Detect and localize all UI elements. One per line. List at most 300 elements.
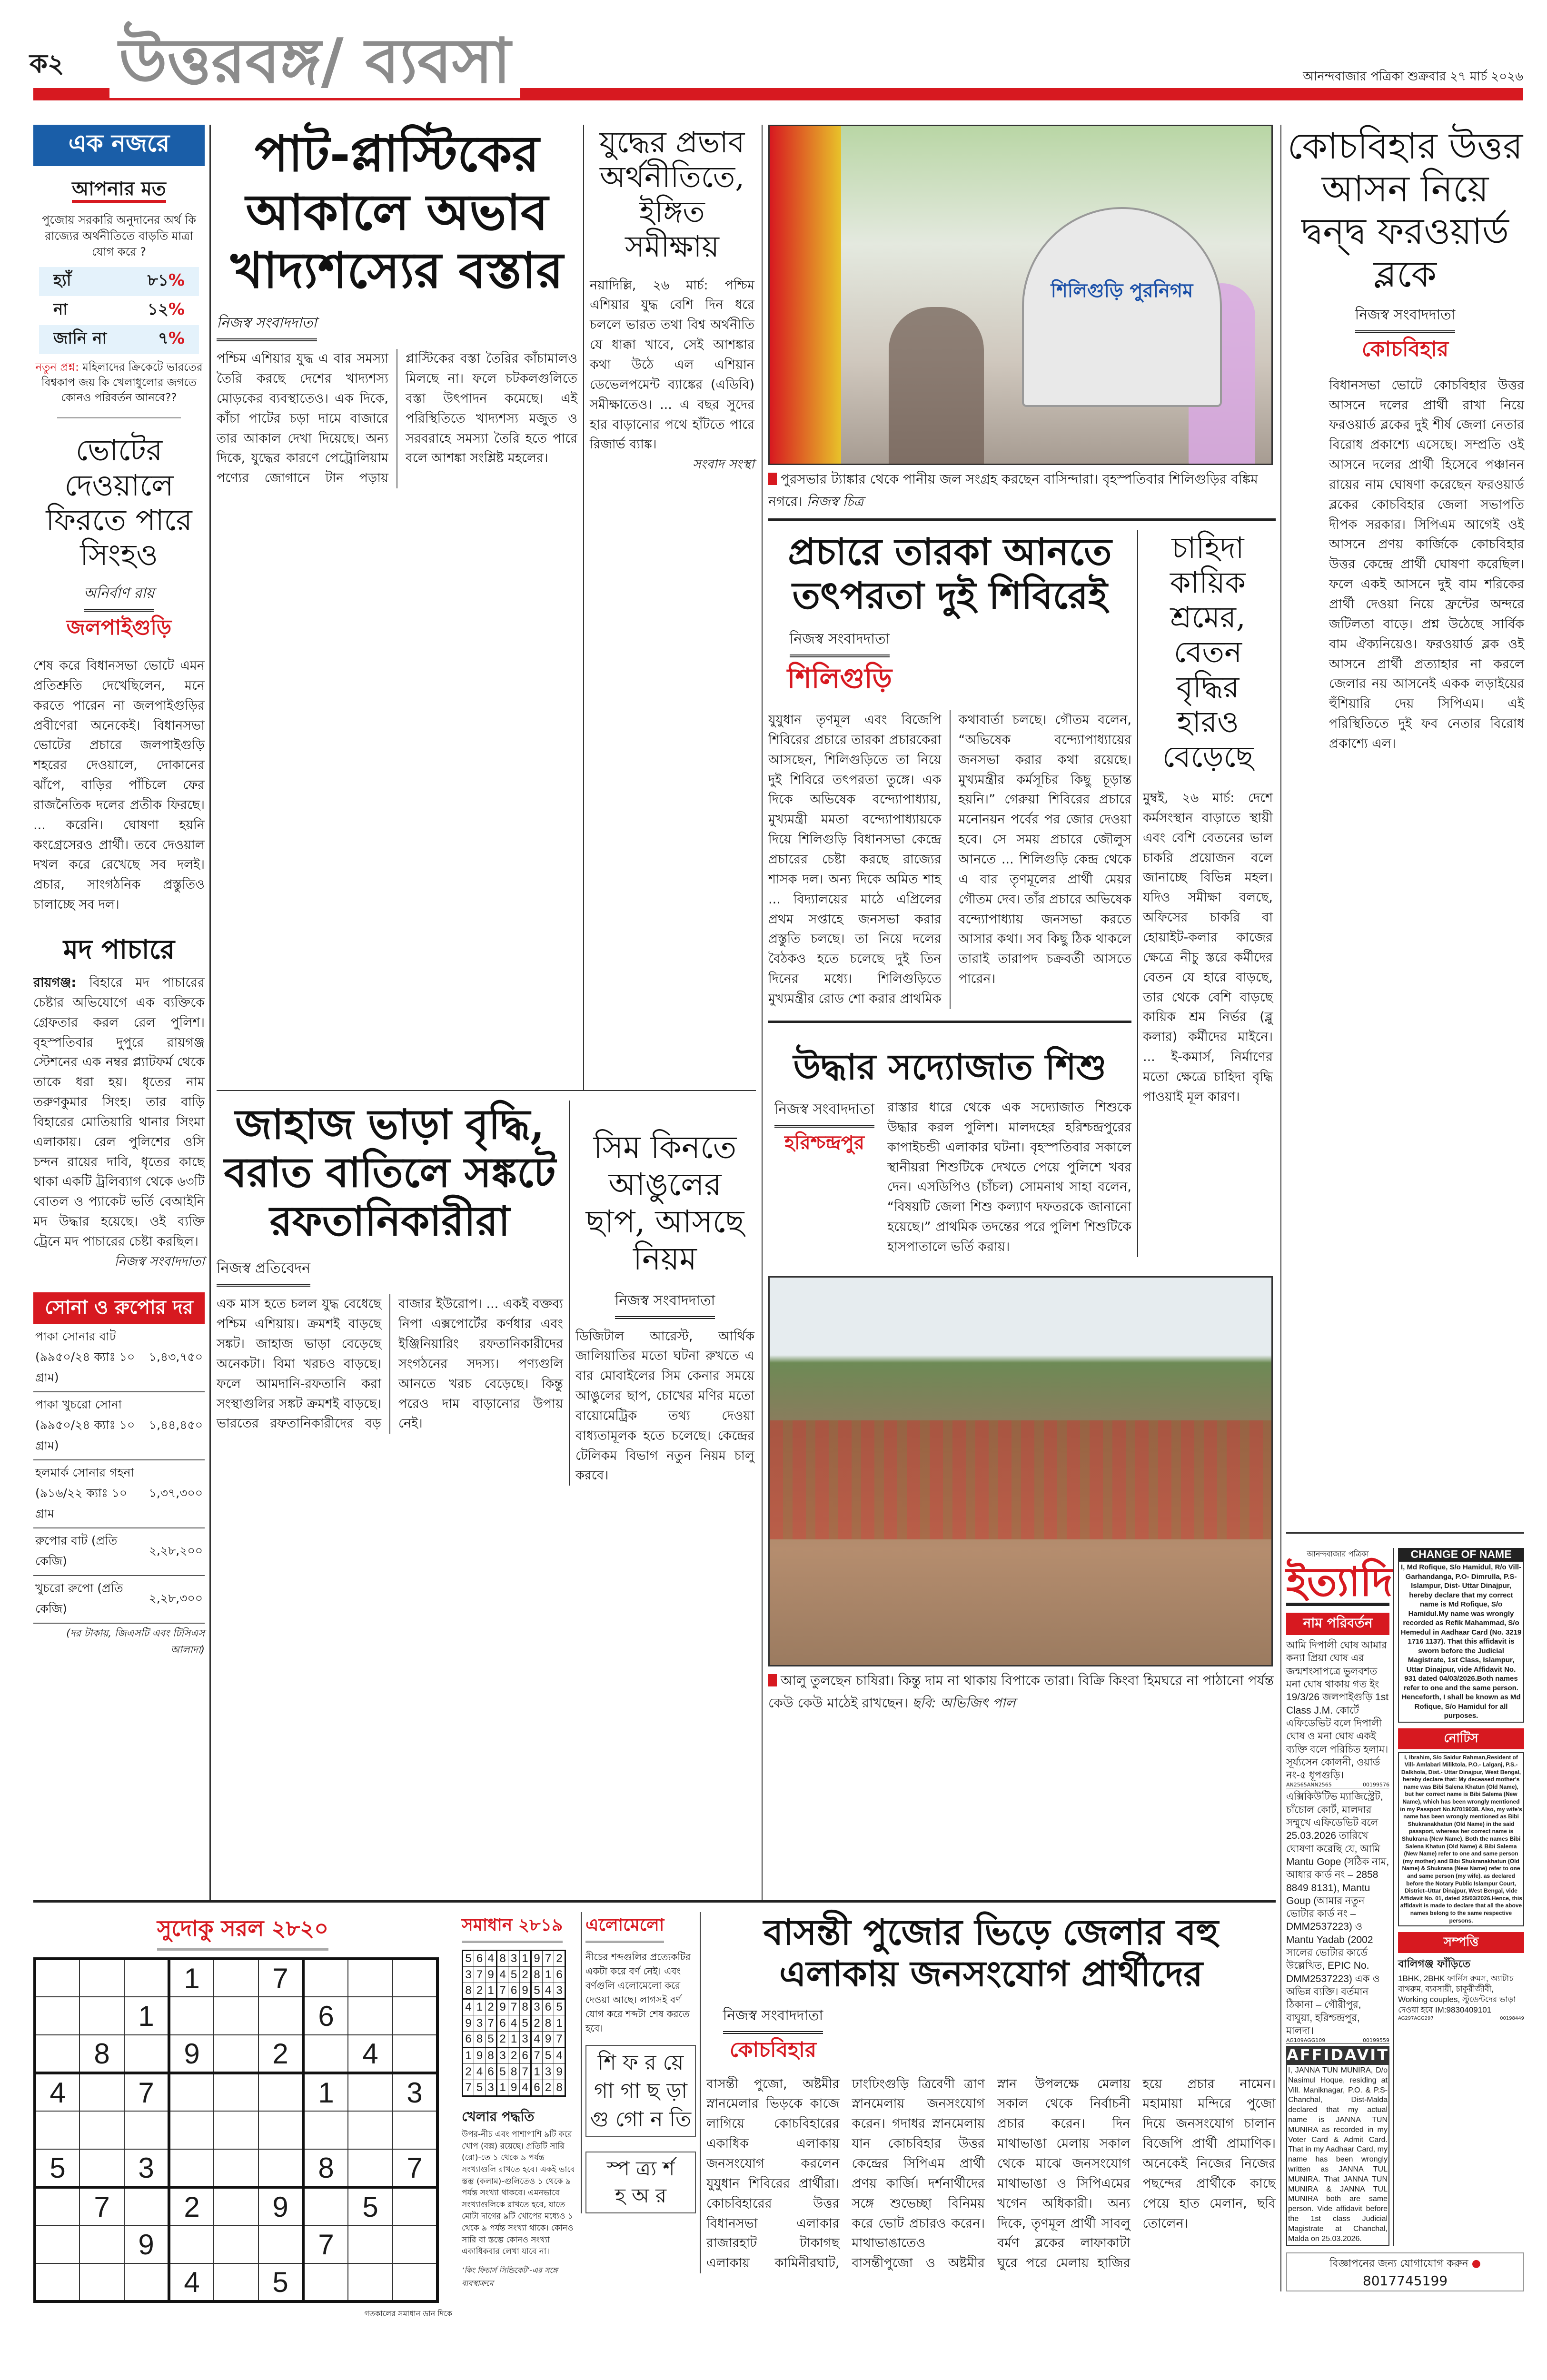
sudoku-cell: 7 bbox=[124, 2073, 169, 2111]
sudoku-cell[interactable] bbox=[35, 1959, 79, 1997]
sudoku-cell: 1 bbox=[169, 1959, 214, 1997]
sudoku-cell[interactable] bbox=[169, 2073, 214, 2111]
solution-cell: 3 bbox=[531, 1999, 543, 2015]
pat-story-byline: নিজস্ব সংবাদদাতা bbox=[217, 311, 317, 341]
photo-potato-field bbox=[768, 1276, 1273, 1666]
solution-cell: 2 bbox=[531, 2015, 543, 2032]
sudoku-cell[interactable] bbox=[35, 2225, 79, 2263]
gold-price: ১,৪৩,৭৫০ bbox=[147, 1324, 205, 1392]
contact-phone[interactable]: 8017745199 bbox=[1362, 2273, 1448, 2289]
ad-num-3: 00198449 bbox=[1500, 2015, 1524, 2021]
left-column bbox=[33, 125, 209, 1900]
sudoku-rules-block bbox=[462, 2106, 576, 2258]
solution-cell: 8 bbox=[463, 1983, 474, 1999]
solution-cell: 3 bbox=[554, 1983, 565, 1999]
page-number: ক২ bbox=[30, 44, 64, 87]
solution-cell: 7 bbox=[474, 1967, 486, 1983]
sudoku-cell[interactable] bbox=[303, 2263, 348, 2301]
name-change-ad-2: এক্সিকিউটিভ ম্যাজিস্ট্রেট, চাঁচোল কোর্ট, মালদার সম্মুখে এফিডেভিট বলে 25.03.2026 তারিখে ঘোষণা করেছি যে, আমি Mantu Gope (সঠিক নাম, আধার কার্ড নং – 2858 8849 8131), Mantu Goup (আমার নতুন ভোটার কার্ড নং – DMM2537223) ও Mantu Yadab (2002 সালের ভোটার কার্ডে উল্লেখিত, EPIC No. DMM2537223) এক ও অভিন্ন ব্যক্তি। বর্তমান ঠিকানা – গৌরীপুর, বাঘুয়া, হরিশ্চন্দ্রপুর, মালদা। bbox=[1286, 1791, 1389, 2036]
solution-cell: 1 bbox=[508, 2032, 520, 2048]
solution-cell: 1 bbox=[486, 1983, 497, 1999]
solution-cell: 5 bbox=[474, 2080, 486, 2096]
sudoku-cell: 2 bbox=[169, 2187, 214, 2225]
poll-option: হ্যাঁ bbox=[53, 270, 71, 290]
ek-nojore-box bbox=[33, 125, 205, 418]
solution-cell: 3 bbox=[474, 2015, 486, 2032]
sudoku-cell[interactable] bbox=[169, 1997, 214, 2035]
solution-cell: 3 bbox=[508, 1951, 520, 1967]
basanti-story-headline: বাসন্তী পুজোর ভিড়ে জেলার বহু এলাকায় জনসংযোগ প্রার্থীদের bbox=[764, 1912, 1219, 1995]
sudoku-cell[interactable] bbox=[124, 2263, 169, 2301]
ad-ref-1 bbox=[1286, 1782, 1389, 1788]
solution-cell: 6 bbox=[508, 1983, 520, 1999]
sudoku-cell[interactable] bbox=[214, 2073, 258, 2111]
sudoku-cell[interactable] bbox=[303, 2111, 348, 2149]
solution-cell: 1 bbox=[554, 2015, 565, 2032]
photo2-caption-text: আলু তুলছেন চাষিরা। কিন্তু দাম না থাকায় বিপাকে তারা। বিক্রি কিংবা হিমঘরে না পাঠানো পর্যন্ত কেউ কেউ মাঠেই রাখছেন। bbox=[768, 1672, 1274, 1711]
solution-cell: 4 bbox=[497, 1967, 508, 1983]
bottom-section bbox=[33, 1900, 1276, 2320]
name-change-ad-1: আমি দিপালী ঘোষ আমার কন্যা প্রিয়া ঘোষ এর জন্মশংসাপত্রে ভুলবশত মনা ঘোষ থাকায় গত ইং 19/3/26 জলপাইগুড়ি 1st Class J.M. কোর্টে এফিডেভিট বলে দিপালী ঘোষ ও মনা ঘোষ একই ব্যক্তি বলে পরিচিত হলাম। সূর্য্যসেন কোলনী, ওয়ার্ড নং-৫ ধূপগুড়ি। bbox=[1286, 1640, 1389, 1781]
mod-story-text: বিহারে মদ পাচারের চেষ্টার অভিযোগে এক ব্যক্তিকে গ্রেফতার করল রেল পুলিশ। বৃহস্পতিবার দুপুরে রায়গঞ্জ স্টেশনের এক নম্বর প্ল্যাটফর্ম থেকে তাকে ধরা হয়। ধৃতের নাম তরুণকুমার সিংহ। তার বাড়ি বিহারের মোতিয়ারি থানার সিংমা এলাকায়। রেল পুলিশের ওসি চন্দন রায়ের দাবি, ধৃতের কাছে থাকা একটি ট্রলিব্যাগ থেকে ৬৩টি বোতল ও প্যাকেট ভর্তি বেআইনি মদ উদ্ধার হয়েছে। ওই ব্যক্তি ট্রেনে মদ পাচারের চেষ্টা করছিল। bbox=[33, 975, 205, 1249]
solution-cell: 2 bbox=[543, 2080, 554, 2096]
solution-cell: 6 bbox=[474, 1951, 486, 1967]
poll-value: ৭% bbox=[158, 328, 185, 348]
dateline: আনন্দবাজার পত্রিকা শুক্রবার ২৭ মার্চ ২০২৬ bbox=[1298, 67, 1523, 88]
poll-question: পুজোয় সরকারি অনুদানের অর্থ কি রাজ্যের অর্থনীতিতে বাড়তি মাত্রা যোগ করে ? bbox=[42, 213, 196, 259]
sudoku-cell[interactable] bbox=[303, 2187, 348, 2225]
classifieds bbox=[1286, 1548, 1524, 2246]
sudoku-cell[interactable] bbox=[214, 2263, 258, 2301]
sudoku-cell[interactable] bbox=[169, 2111, 214, 2149]
solution-cell: 7 bbox=[543, 1951, 554, 1967]
pat-story-headline: পাট-প্লাস্টিকের আকালে অভাব খাদ্যশস্যের বস্তার bbox=[230, 124, 564, 300]
solution-cell: 3 bbox=[497, 2048, 508, 2064]
sudoku-cell[interactable] bbox=[169, 2225, 214, 2263]
sudoku-cell: 4 bbox=[348, 2035, 393, 2073]
ads-brand-logo: ইত্যাদি bbox=[1286, 1561, 1389, 1606]
solution-cell: 5 bbox=[531, 1983, 543, 1999]
labour-story-body: মুম্বই, ২৬ মার্চ: দেশে কর্মসংস্থান বাড়াতে স্থায়ী এবং বেশি বেতনের ভাল চাকরি প্রয়োজন বলে জানাচ্ছে বিভিন্ন মহল। যদিও সমীক্ষা বলছে, অফিসের চাকরি বা হোয়াইট-কলার কাজের ক্ষেত্রে নীচু স্তরে কর্মীদের বেতন যে হারে বাড়ছে, তার থেকে বেশি বাড়ছে কায়িক শ্রম নির্ভর (ব্লু কলার) কর্মীদের মাইনে। ... ই-কমার্স, নির্মাণের মতো ক্ষেত্রে চাহিদা বৃদ্ধি পাওয়াই মূল কারণ। bbox=[1143, 791, 1273, 1104]
sudoku-grid bbox=[33, 1957, 439, 2303]
sudoku-cell[interactable] bbox=[35, 2187, 79, 2225]
sudoku-cell[interactable] bbox=[348, 2111, 393, 2149]
campaign-story-byline: নিজস্ব সংবাদদাতা bbox=[790, 627, 890, 657]
photo2-credit: ছবি: অভিজিৎ পাল bbox=[912, 1695, 1016, 1711]
solution-cell: 9 bbox=[474, 2048, 486, 2064]
poll-row bbox=[39, 325, 199, 354]
gold-item: পাকা খুচরো সোনা (৯৯৫০/২৪ ক্যাঃ ১০ গ্রাম) bbox=[33, 1392, 147, 1460]
tanker-icon bbox=[1022, 207, 1222, 407]
solution-cell: 8 bbox=[474, 2032, 486, 2048]
solution-cell: 6 bbox=[554, 1967, 565, 1983]
campaign-story-place: শিলিগুড়ি bbox=[787, 662, 892, 695]
sudoku-footer-right: ‘কিং ফিচার্স সিন্ডিকেট’-এর সঙ্গে ব্যবস্থাক্রমে bbox=[462, 2266, 558, 2288]
solution-cell: 4 bbox=[531, 2032, 543, 2048]
sim-story bbox=[569, 1101, 754, 1486]
solution-cell: 7 bbox=[520, 2064, 531, 2080]
baby-story-headline: উদ্ধার সদ্যোজাত শিশু bbox=[793, 1046, 1107, 1088]
sudoku-cell: 8 bbox=[79, 2035, 124, 2073]
baby-story-byline: নিজস্ব সংবাদদাতা bbox=[774, 1098, 875, 1128]
solution-cell: 6 bbox=[531, 2080, 543, 2096]
baby-story-content bbox=[768, 1098, 1131, 1257]
affidavit-ad: I, JANNA TUN MUNIRA, D/o Nasimul Hoque, residing at Vill. Maniknagar, P.O. & P.S- Chanchal, Dist-Malda declared that my actual name is JANNA TUN MUNIRA as recorded in my Voter Card & Admit Card. That in my Aadhaar Card, my name has been wrongly written as JANNA TUL MUNIRA. That JANNA TUN MUNIRA & JANNA TUL MUNIRA both are same person. Vide affidavit before the 1st class Judicial Magistrate at Chanchal, Malda on 25.03.2026. bbox=[1286, 2064, 1389, 2246]
sudoku-cell[interactable] bbox=[124, 2187, 169, 2225]
poll-option: না bbox=[53, 299, 68, 319]
property-ad: 1BHK, 2BHK ফার্নিস রুমস, অ্যাটাচ বাথরুম, ব্যবসায়ী, চাকুরীজীবী, Working couples, স্টুডেন্টদের ভাড়া দেওয়া হবে IM:9830409101 bbox=[1398, 1974, 1516, 2015]
vote-story-byline: অনির্বাণ রায় bbox=[84, 582, 154, 612]
sudoku-cell[interactable] bbox=[393, 1959, 437, 1997]
solution-cell: 9 bbox=[486, 1967, 497, 1983]
sudoku-cell[interactable] bbox=[393, 2187, 437, 2225]
sudoku-cell[interactable] bbox=[35, 2035, 79, 2073]
sudoku-title: সুদোকু সরল ২৮২০ bbox=[157, 1912, 328, 1951]
sudoku-cell: 1 bbox=[124, 1997, 169, 2035]
sudoku-cell[interactable] bbox=[79, 2073, 124, 2111]
mod-story-place: রায়গঞ্জ: bbox=[33, 975, 77, 991]
gold-rates-note: (দর টাকায়, জিএসটি এবং টিসিএস আলাদা) bbox=[66, 1627, 205, 1656]
gold-price: ২,২৮,২০০ bbox=[147, 1528, 205, 1576]
gold-rates-box bbox=[33, 1292, 205, 1659]
gold-rates-table bbox=[33, 1324, 205, 1624]
sudoku-cell: 9 bbox=[258, 2187, 303, 2225]
basanti-story bbox=[700, 1912, 1276, 2273]
sudoku-cell[interactable] bbox=[79, 1997, 124, 2035]
solution-cell: 6 bbox=[497, 2015, 508, 2032]
poll-results bbox=[33, 267, 205, 354]
elomelo-block bbox=[581, 1912, 700, 2213]
sudoku-cell[interactable] bbox=[258, 2073, 303, 2111]
solution-cell: 5 bbox=[520, 2015, 531, 2032]
lower-stories-row bbox=[217, 1101, 756, 1486]
war-story-body: নয়াদিল্লি, ২৬ মার্চ: পশ্চিম এশিয়ার যুদ্ধ বেশি দিন ধরে চললে ভারত তথা বিশ্ব অর্থনীতি যে ধাক্কা খাবে, সেই আশঙ্কার কথা উঠে এল এশিয়ান ডেভেলপমেন্ট ব্যাঙ্কের (এডিবি) সমীক্ষাতেও। ... এ বছর সুদের হার বাড়ানোর পথে হাঁটতে পারে রিজার্ভ ব্যাঙ্ক। bbox=[590, 278, 754, 452]
gold-price: ১,৪৪,৪৫০ bbox=[147, 1392, 205, 1460]
poll-option: জানি না bbox=[53, 328, 107, 348]
classifieds-right bbox=[1393, 1548, 1524, 2246]
solution-cell: 7 bbox=[508, 1999, 520, 2015]
solution-cell: 2 bbox=[486, 1999, 497, 2015]
elomelo-puzzle-1 bbox=[585, 2045, 696, 2137]
solution-cell: 7 bbox=[497, 1983, 508, 1999]
elomelo-instructions: নীচের শব্দগুলির প্রত্যেকটির একটা করে বর্ণ নেই। এবং বর্ণগুলি এলোমেলো করে দেওয়া আছে। লাগসই বর্ণ যোগ করে শব্দটা শেষ করতে হবে। bbox=[585, 1951, 691, 2034]
notice-title: নোটিস bbox=[1398, 1728, 1524, 1749]
poll-row bbox=[39, 267, 199, 296]
ship-story bbox=[217, 1101, 569, 1486]
new-question bbox=[33, 360, 205, 406]
solution-cell: 9 bbox=[543, 2032, 554, 2048]
ship-story-headline: জাহাজ ভাড়া বৃদ্ধি, বরাত বাতিলে সঙ্কটে রফতানিকারীরা bbox=[224, 1101, 556, 1245]
sudoku-solution-grid bbox=[462, 1950, 566, 2097]
baby-story-body: রাস্তার ধারে থেকে এক সদ্যোজাত শিশুকে উদ্ধার করল পুলিশ। মালদহের হরিশ্চন্দ্রপুরের কাপাইচন্ডী এলাকার ঘটনা। বৃহস্পতিবার সকালে স্থানীয়রা শিশুটিকে দেখতে পেয়ে পুলিশে খবর দেন। এসডিপিও (চাঁচল) সোমনাথ সাহা বলেন, “বিষয়টি জেলা শিশু কল্যাণ দফতরকে জানানো হয়েছে।” প্রাথমিক তদন্তের পরে পুলিশ শিশুটিকে হাসপাতালে ভর্তি করায়। bbox=[887, 1100, 1131, 1254]
sudoku-cell[interactable] bbox=[393, 2111, 437, 2149]
solution-cell: 9 bbox=[531, 1951, 543, 1967]
sudoku-cell: 5 bbox=[258, 2263, 303, 2301]
sudoku-cell[interactable] bbox=[393, 1997, 437, 2035]
sudoku-cell[interactable] bbox=[258, 2111, 303, 2149]
solution-cell: 4 bbox=[554, 2048, 565, 2064]
campaign-story-body bbox=[768, 710, 1131, 1009]
sudoku-cell: 6 bbox=[303, 1997, 348, 2035]
solution-cell: 5 bbox=[543, 2048, 554, 2064]
main-area bbox=[33, 125, 1276, 2320]
sudoku-cell: 5 bbox=[35, 2149, 79, 2187]
ship-story-byline: নিজস্ব প্রতিবেদন bbox=[217, 1257, 310, 1287]
solution-cell: 2 bbox=[520, 1967, 531, 1983]
ad-code-2: AG109AGG109 bbox=[1286, 2037, 1326, 2044]
sudoku-cell: 7 bbox=[258, 1959, 303, 1997]
photo-water-tanker bbox=[768, 125, 1273, 465]
cooch-story-place: কোচবিহার bbox=[1361, 337, 1449, 361]
solution-cell: 4 bbox=[486, 1951, 497, 1967]
section-title: উত্তরবঙ্গ/ ব্যবসা bbox=[109, 24, 520, 98]
sudoku-cell[interactable] bbox=[393, 2263, 437, 2301]
ad-ref-2 bbox=[1286, 2037, 1389, 2044]
gold-rate-row bbox=[33, 1392, 205, 1460]
solution-cell: 5 bbox=[486, 2032, 497, 2048]
sudoku-cell[interactable] bbox=[348, 2073, 393, 2111]
change-of-name-ad: I, Md Rofique, S/o Hamidul, R/o Vill- Garhandanga, P.O- Dimrulla, P.S- Islampur, Dist- Uttar Dinajpur, hereby declare that my correct name is Md Rofique, S/o Hamidul.My name was wrongly recorded as Refik Mahammad, S/o Hemedul in Aadhaar Card (No. 3219 1716 1137). That this affidavit is sworn before the Judicial Magistrate, 1st Class, Islampur, Uttar Dinajpur, vide Affidavit No. 931 dated 04/03/2026.Both names refer to one and the same person. Henceforth, I shall be known as Md Rofique, S/o Hamidul for all purposes. bbox=[1398, 1561, 1524, 1723]
sudoku-cell: 3 bbox=[393, 2073, 437, 2111]
solution-cell: 5 bbox=[554, 1999, 565, 2015]
solution-cell: 7 bbox=[531, 2048, 543, 2064]
sim-story-byline: নিজস্ব সংবাদদাতা bbox=[615, 1289, 715, 1319]
ad-code-1: AN2565ANN2565 bbox=[1286, 1782, 1332, 1788]
campaign-story-headline: প্রচারে তারকা আনতে তৎপরতা দুই শিবিরেই bbox=[788, 530, 1112, 618]
gold-price: ১,৩৭,৩০০ bbox=[147, 1460, 205, 1528]
solution-cell: 8 bbox=[543, 2015, 554, 2032]
sudoku-cell: 7 bbox=[303, 2225, 348, 2263]
solution-cell: 8 bbox=[508, 2064, 520, 2080]
solution-cell: 1 bbox=[520, 1951, 531, 1967]
campaign-baby-column bbox=[768, 530, 1137, 1257]
war-story-credit: সংবাদ সংস্থা bbox=[692, 457, 754, 472]
change-of-name-title: CHANGE OF NAME bbox=[1398, 1548, 1524, 1561]
pat-story-body: পশ্চিম এশিয়ার যুদ্ধ এ বার সমস্যা তৈরি করছে দেশের খাদ্যশস্য মোড়কের ব্যবস্থাতেও। এক দিকে, কাঁচা পাটের চড়া দামে বাজারে তার আকাল দেখা দিয়েছে। অন্য দিকে, যুদ্ধের কারণে পেট্রোলিয়াম পণ্যের জোগানে টান পড়ায় প্লাস্টিকের বস্তা তৈরির কাঁচামালও মিলছে না। ফলে চটকলগুলিতে বস্তা উৎপাদন কমেছে। এই পরিস্থিতিতে খাদ্যশস্য মজুত ও সরবরাহে সমস্যা তৈরি হতে পারে বলে আশঙ্কা সংশ্লিষ্ট মহলের। bbox=[217, 351, 577, 486]
page-body bbox=[33, 125, 1523, 2320]
solution-cell: 1 bbox=[474, 1999, 486, 2015]
solution-cell: 3 bbox=[486, 2080, 497, 2096]
solution-cell: 9 bbox=[497, 1999, 508, 2015]
basanti-story-body bbox=[706, 2074, 1276, 2273]
sudoku-cell: 2 bbox=[258, 2035, 303, 2073]
labour-story bbox=[1137, 530, 1273, 1257]
sim-story-body: ডিজিটাল আরেস্ট, আর্থিক জালিয়াতির মতো ঘটনা রুখতে এ বার মোবাইলের সিম কেনার সময়ে আঙুলের ছাপ, চোখের মণির মতো বায়োমেট্রিক তথ্য দেওয়া বাধ্যতামূলক হতে চলেছে। কেন্দ্রের টেলিকম বিভাগ নতুন নিয়ম চালু করবে। bbox=[575, 1329, 754, 1483]
vote-story-place: জলপাইগুড়ি bbox=[66, 615, 172, 640]
affidavit-title: AFFIDAVIT bbox=[1286, 2046, 1389, 2064]
elomelo-line: স্প ত্র্য র্শ bbox=[606, 2157, 675, 2181]
elomelo-puzzle-2 bbox=[585, 2152, 696, 2213]
ad-num-2: 00199559 bbox=[1363, 2037, 1389, 2044]
solution-cell: 6 bbox=[520, 2048, 531, 2064]
ek-nojore-title: এক নজরে bbox=[33, 125, 205, 166]
sudoku-cell[interactable] bbox=[393, 2035, 437, 2073]
sudoku-block bbox=[33, 1912, 452, 2320]
sudoku-cell[interactable] bbox=[35, 1997, 79, 2035]
notice-ad: I, Ibrahim, S/o Saidur Rahman,Resident of Vill- Amlabari Miliktola, P.O.- Lalganj, P.S.- Dalkhola, Dist.- Uttar Dinajpur, West Bengal, hereby declare that: My deceased mother's name was Bibi Salena Khatun (Old Name), but her correct name is Bibi Salema (New Name), which has been wrongly mentioned in my Passport No.N7019038. Also, my wife's name has been wrongly mentioned as Bibi Shukranakhatun (Old Name) in the said passport, whereas her correct name is Shukrana (New Name). Both the names Bibi Salena Khatun (Old Name) & Bibi Salema (New Name) refer to one and same person (my mother) and Bibi Shukranakhatun (Old Name) & Shukrana (New Name) refer to one and same person (my wife). as declared before the Notary Public Islampur Court, District–Uttar Dinajpur, West Bengal, vide Affidavit No. 01, dated 25/03/2026.Hence, this affidavit is made to declare that all the above names belong to the same respective persons. bbox=[1398, 1752, 1524, 1927]
labour-story-headline: চাহিদা কায়িক শ্রমের, বেতন বৃদ্ধির হারও বেড়েছে bbox=[1162, 530, 1254, 774]
solution-cell: 7 bbox=[463, 2080, 474, 2096]
sudoku-cell[interactable] bbox=[214, 2187, 258, 2225]
sudoku-cell[interactable] bbox=[214, 2035, 258, 2073]
right-column bbox=[1280, 125, 1524, 2291]
sudoku-cell: 7 bbox=[393, 2149, 437, 2187]
solution-cell: 1 bbox=[531, 2064, 543, 2080]
sudoku-cell[interactable] bbox=[35, 2111, 79, 2149]
sudoku-cell[interactable] bbox=[214, 2149, 258, 2187]
solution-cell: 8 bbox=[554, 2080, 565, 2096]
sudoku-cell[interactable] bbox=[214, 2111, 258, 2149]
sudoku-cell[interactable] bbox=[214, 2225, 258, 2263]
basanti-story-text: বাসন্তী পুজো, অষ্টমীর স্নানমেলার ভিড়কে কাজে লাগিয়ে কোচবিহারের একাধিক এলাকায় জনসংযোগ করলেন যুযুধান শিবিরের প্রার্থীরা। কোচবিহারের উত্তর বিধানসভা এলাকার রাজারহাট টাকাগছ এলাকায় কামিনীরঘাট, ঢাংঢিংগুড়ি ত্রিবেণী ত্রাণ স্নানমেলায় জনসংযোগ করেন। গদাধর স্নানমেলায় যান কোচবিহার উত্তর কেন্দ্রের সিপিএম প্রার্থী প্রণয় কার্জি। দর্শনার্থীদের সঙ্গে শুভেচ্ছা বিনিময় করে ভোট প্রচারও করেন। মাথাভাঙাতেও বাসন্তীপুজো ও অষ্টমীর স্নান উপলক্ষে মেলায় সকাল থেকে নির্বাচনী প্রচার করেন। দিন মাথাভাঙা মেলায় সকাল থেকে মাঝে জনসংযোগ মাথাভাঙা ও সিপিএমের খগেন অধিকারী। অন্য দিকে, তৃণমূল প্রার্থী সাবলু বর্মণ ব্লকের লাফাকাটা ঘুরে পরে মেলায় হাজির হয়ে প্রচার নামেন। মহামায়া মন্দিরে পুজো দিয়ে জনসংযোগ চালান বিজেপি প্রার্থী প্রামাণিক। অনেকেই নিজের নিজের পছন্দের প্রার্থীকে কাছে পেয়ে হাত মেলান, ছবি তোলেন। bbox=[706, 2076, 1276, 2271]
solution-cell: 7 bbox=[486, 2015, 497, 2032]
solution-cell: 1 bbox=[497, 2080, 508, 2096]
sudoku-cell[interactable] bbox=[79, 2111, 124, 2149]
sudoku-cell[interactable] bbox=[169, 2149, 214, 2187]
sudoku-footer-left: গতকালের সমাধান ডান দিকে bbox=[364, 2309, 452, 2318]
solution-cell: 3 bbox=[543, 2064, 554, 2080]
sudoku-cell[interactable] bbox=[124, 1959, 169, 1997]
sudoku-cell[interactable] bbox=[79, 1959, 124, 1997]
gold-price: ২,২৮,৩০০ bbox=[147, 1576, 205, 1623]
gold-rates-title: সোনা ও রুপোর দর bbox=[33, 1292, 205, 1324]
solution-cell: 2 bbox=[554, 1951, 565, 1967]
cooch-story-headline: কোচবিহার উত্তর আসন নিয়ে দ্বন্দ্ব ফরওয়ার্ড ব্লকে bbox=[1287, 125, 1523, 296]
sudoku-cell[interactable] bbox=[258, 1997, 303, 2035]
solution-cell: 5 bbox=[497, 2064, 508, 2080]
vote-story-headline: ভোটের দেওয়ালে ফিরতে পারে সিংহও bbox=[46, 433, 192, 572]
ship-story-body: এক মাস হতে চলল যুদ্ধ বেধেছে পশ্চিম এশিয়ায়। ক্রমশই বাড়ছে সঙ্কট। জাহাজ ভাড়া বেড়েছে অনেকটা। বিমা খরচও বাড়ছে। ফলে আমদানি-রফতানি করা সংস্থাগুলির সঙ্কট ক্রমশই বাড়ছে। ভারতের রফতানিকারীদের বড় বাজার ইউরোপ। ... একই বক্তব্য নিপা এক্সপোর্টের কর্ণধার এবং ইঞ্জিনিয়ারিং রফতানিকারীদের সংগঠনের সদস্য। পণ্যগুলি আনতে খরচ বেড়েছে। কিন্তু পরেও দাম বাড়ানোর উপায় নেই। bbox=[217, 1297, 563, 1431]
solution-cell: 9 bbox=[554, 2064, 565, 2080]
gold-rate-row bbox=[33, 1460, 205, 1528]
new-question-text: মহিলাদের ক্রিকেটে ভারতের বিশ্বকাপ জয় কি খেলাধুলোর জগতে কোনও পরিবর্তন আনবে?? bbox=[41, 361, 203, 405]
ads-brand-small: আনন্দবাজার পত্রিকা bbox=[1307, 1549, 1369, 1558]
sudoku-cell[interactable] bbox=[303, 1959, 348, 1997]
solution-cell: 4 bbox=[474, 2064, 486, 2080]
sudoku-cell[interactable] bbox=[258, 2149, 303, 2187]
photo1-caption bbox=[768, 465, 1276, 521]
sudoku-cell[interactable] bbox=[393, 2225, 437, 2263]
gold-rate-row bbox=[33, 1528, 205, 1576]
gold-rate-row bbox=[33, 1576, 205, 1623]
vote-story-byline-block bbox=[33, 582, 205, 646]
sudoku-cell: 4 bbox=[169, 2263, 214, 2301]
sudoku-cell: 9 bbox=[169, 2035, 214, 2073]
solution-cell: 2 bbox=[463, 2064, 474, 2080]
solution-cell: 8 bbox=[520, 1999, 531, 2015]
ad-ref-3 bbox=[1398, 2016, 1524, 2021]
sudoku-cell[interactable] bbox=[258, 2225, 303, 2263]
elomelo-line: শি ফ র য়ে bbox=[597, 2051, 684, 2075]
sudoku-cell[interactable] bbox=[214, 1959, 258, 1997]
elomelo-line: হ অ র bbox=[615, 2183, 667, 2207]
sudoku-cell[interactable] bbox=[348, 1997, 393, 2035]
solution-cell: 4 bbox=[520, 2080, 531, 2096]
campaign-labour-row bbox=[768, 530, 1276, 1257]
photo1-caption-text: পুরসভার ট্যাঙ্কার থেকে পানীয় জল সংগ্রহ করছেন বাসিন্দারা। বৃহস্পতিবার শিলিগুড়ির বঙ্কিম নগরে। bbox=[768, 471, 1258, 509]
sudoku-cell: 5 bbox=[348, 2187, 393, 2225]
solution-cell: 9 bbox=[520, 1983, 531, 1999]
sudoku-cell[interactable] bbox=[79, 2149, 124, 2187]
solution-cell: 3 bbox=[463, 1967, 474, 1983]
sudoku-cell[interactable] bbox=[214, 1997, 258, 2035]
bullet-icon: ● bbox=[1471, 2258, 1481, 2270]
solution-cell: 2 bbox=[474, 1983, 486, 1999]
basanti-story-byline: নিজস্ব সংবাদদাতা bbox=[723, 2004, 823, 2034]
poll-value: ৮১% bbox=[147, 270, 185, 290]
property-head: বালিগঞ্জ ফাঁড়িতে bbox=[1398, 1958, 1470, 1971]
ad-code-3: AG297AGG297 bbox=[1398, 2015, 1434, 2021]
solution-cell: 8 bbox=[531, 1967, 543, 1983]
center-right-column bbox=[762, 125, 1276, 1900]
sudoku-cell[interactable] bbox=[79, 2263, 124, 2301]
mod-story-body bbox=[33, 973, 205, 1252]
solution-cell: 5 bbox=[463, 1951, 474, 1967]
solution-cell: 8 bbox=[497, 1951, 508, 1967]
solution-cell: 1 bbox=[463, 2048, 474, 2064]
sudoku-cell[interactable] bbox=[348, 1959, 393, 1997]
solution-cell: 6 bbox=[543, 1999, 554, 2015]
campaign-story-text: যুযুধান তৃণমূল এবং বিজেপি শিবিরের প্রচারে তারকা প্রচারকেরা আসছেন, শিলিগুড়িতে তা নিয়ে দুই শিবিরে তৎপরতা তুঙ্গে। এক দিকে অভিষেক বন্দ্যোপাধ্যায়, মুখ্যমন্ত্রী মমতা বন্দ্যোপাধ্যায়কে দিয়ে শিলিগুড়ি বিধানসভা কেন্দ্রে প্রচারের চেষ্টা করছে রাজ্যের শাসক দল। অন্য দিকে অমিত শাহ ... বিদ্যালয়ের মাঠে এপ্রিলের প্রথম সপ্তাহে জনসভা করার প্রস্তুতি চলছে। তা নিয়ে দলের বৈঠকও হতে চলেছে দুই তিন দিনের মধ্যে। শিলিগুড়িতে মুখ্যমন্ত্রীর রোড শো করার প্রাথমিক কথাবার্তা চলছে। গৌতম বলেন, “অভিষেক বন্দ্যোপাধ্যায়ের জনসভা করার কথা রয়েছে। মুখ্যমন্ত্রীর কর্মসূচির কিছু চূড়ান্ত হয়নি।” গেরুয়া শিবিরের প্রচারে মনোনয়ন পর্বের পর জোর দেওয়া হবে। সে সময় প্রচারে জৌলুস আনতে ... শিলিগুড়ি কেন্দ্র থেকে এ বার তৃণমূলের প্রার্থী মেয়র গৌতম দেব। তাঁর প্রচারে অভিষেক বন্দ্যোপাধ্যায় জনসভা করতে আসার কথা। সব কিছু ঠিক থাকলে তারাই তারাপদ চক্রবর্তী আসতে পারেন। bbox=[768, 713, 1131, 1006]
solution-cell: 6 bbox=[463, 2032, 474, 2048]
sudoku-rules-title: খেলার পদ্ধতি bbox=[462, 2109, 535, 2124]
pat-story bbox=[217, 125, 583, 1090]
classifieds-left bbox=[1286, 1548, 1393, 2246]
solution-cell: 3 bbox=[520, 2032, 531, 2048]
cooch-story-byline: নিজস্ব সংবাদদাতা bbox=[1355, 303, 1456, 333]
gold-rate-row bbox=[33, 1324, 205, 1392]
contact-label: বিজ্ঞাপনের জন্য যোগাযোগ করুন bbox=[1329, 2258, 1468, 2270]
solution-cell: 4 bbox=[508, 2015, 520, 2032]
property-title: সম্পত্তি bbox=[1398, 1932, 1524, 1953]
new-question-label: নতুন প্রশ্ন: bbox=[35, 361, 79, 374]
sudoku-cell: 3 bbox=[124, 2149, 169, 2187]
sudoku-cell[interactable] bbox=[124, 2035, 169, 2073]
top-section bbox=[33, 125, 1276, 1900]
sudoku-cell: 4 bbox=[35, 2073, 79, 2111]
solution-cell: 9 bbox=[463, 2015, 474, 2032]
sudoku-cell[interactable] bbox=[35, 2263, 79, 2301]
sudoku-cell[interactable] bbox=[348, 2149, 393, 2187]
solution-cell: 4 bbox=[463, 1999, 474, 2015]
solution-cell: 5 bbox=[508, 1967, 520, 1983]
baby-story-place: হরিশ্চন্দ্রপুর bbox=[784, 1131, 864, 1154]
upper-stories-row bbox=[217, 125, 756, 1091]
ad-num-1: 00199576 bbox=[1363, 1782, 1389, 1788]
sudoku-cell[interactable] bbox=[124, 2111, 169, 2149]
sudoku-rules: উপর-নীচ এবং পাশাপাশি ৯টি করে খোপ (বক্স) রয়েছে। প্রতিটি সারি (রো)-তে ১ থেকে ৯ পর্যন্ত সংখ্যাগুলি রাখতে হবে। একই ভাবে স্তম্ভ (কলাম)-গুলিতেও ১ থেকে ৯ পর্যন্ত সংখ্যা থাকবে। এমনভাবে সংখ্যাগুলিকে রাখতে হবে, যাতে মোটা দাগের ৯টি খোপের মধ্যেও ১ থেকে ৯ পর্যন্ত সংখ্যা থাকে। কোনও সারি বা স্তম্ভে কোনও সংখ্যা একাধিকবার লেখা যাবে না। bbox=[462, 2130, 575, 2257]
name-change-title: নাম পরিবর্তন bbox=[1286, 1613, 1389, 1635]
sudoku-cell: 1 bbox=[303, 2073, 348, 2111]
sudoku-cell[interactable] bbox=[348, 2263, 393, 2301]
poll-row bbox=[39, 296, 199, 325]
cooch-story bbox=[1286, 125, 1524, 1534]
poll-value: ১২% bbox=[147, 299, 185, 319]
sudoku-cell[interactable] bbox=[303, 2035, 348, 2073]
sudoku-cell[interactable] bbox=[348, 2225, 393, 2263]
sudoku-cell: 8 bbox=[303, 2149, 348, 2187]
center-left-column bbox=[209, 125, 762, 1900]
gold-item: রুপোর বাট (প্রতি কেজি) bbox=[33, 1528, 147, 1576]
sudoku-cell[interactable] bbox=[79, 2225, 124, 2263]
ad-contact-bar bbox=[1286, 2252, 1524, 2291]
sim-story-headline: সিম কিনতে আঙুলের ছাপ, আসছে নিয়ম bbox=[585, 1129, 744, 1277]
elomelo-line: গা গা ছ ড়া bbox=[594, 2079, 687, 2103]
solution-cell: 8 bbox=[486, 2048, 497, 2064]
war-story bbox=[583, 125, 754, 1090]
solution-cell: 2 bbox=[497, 2032, 508, 2048]
cooch-story-body: বিধানসভা ভোটে কোচবিহার উত্তর আসনে দলের প্রার্থী রাখা নিয়ে ফরওয়ার্ড ব্লকের দুই শীর্ষ জেলা নেতার বিরোধ প্রকাশ্যে এসেছে। সম্প্রতি ওই আসনে দলের প্রার্থী হিসেবে পঞ্চানন রায়ের নাম ঘোষণা করেছেন ফরওয়ার্ড ব্লকের কোচবিহার জেলা সভাপতি দীপক সরকার। সিপিএম আগেই ওই আসনে প্রণয় কার্জিকে কোচবিহার উত্তর কেন্দ্রে প্রার্থী ঘোষণা করেছিল। ফলে একই আসনে দুই বাম শরিকের প্রার্থী দেওয়া নিয়ে ফ্রন্টের অন্দরে জটিলতা বাড়ে। প্রশ্ন উঠেছে সার্বিক বাম ঐক্যনিয়েও। ফরওয়ার্ড ব্লক ওই আসনে প্রার্থী প্রত্যাহার না করলে জেলার নয় আসনেই একক লড়াইয়ের হুঁশিয়ারি দেয় সিপিএম। এই পরিস্থিতিতে দুই ফব নেতার বিরোধ প্রকাশ্যে এল। bbox=[1329, 377, 1524, 751]
